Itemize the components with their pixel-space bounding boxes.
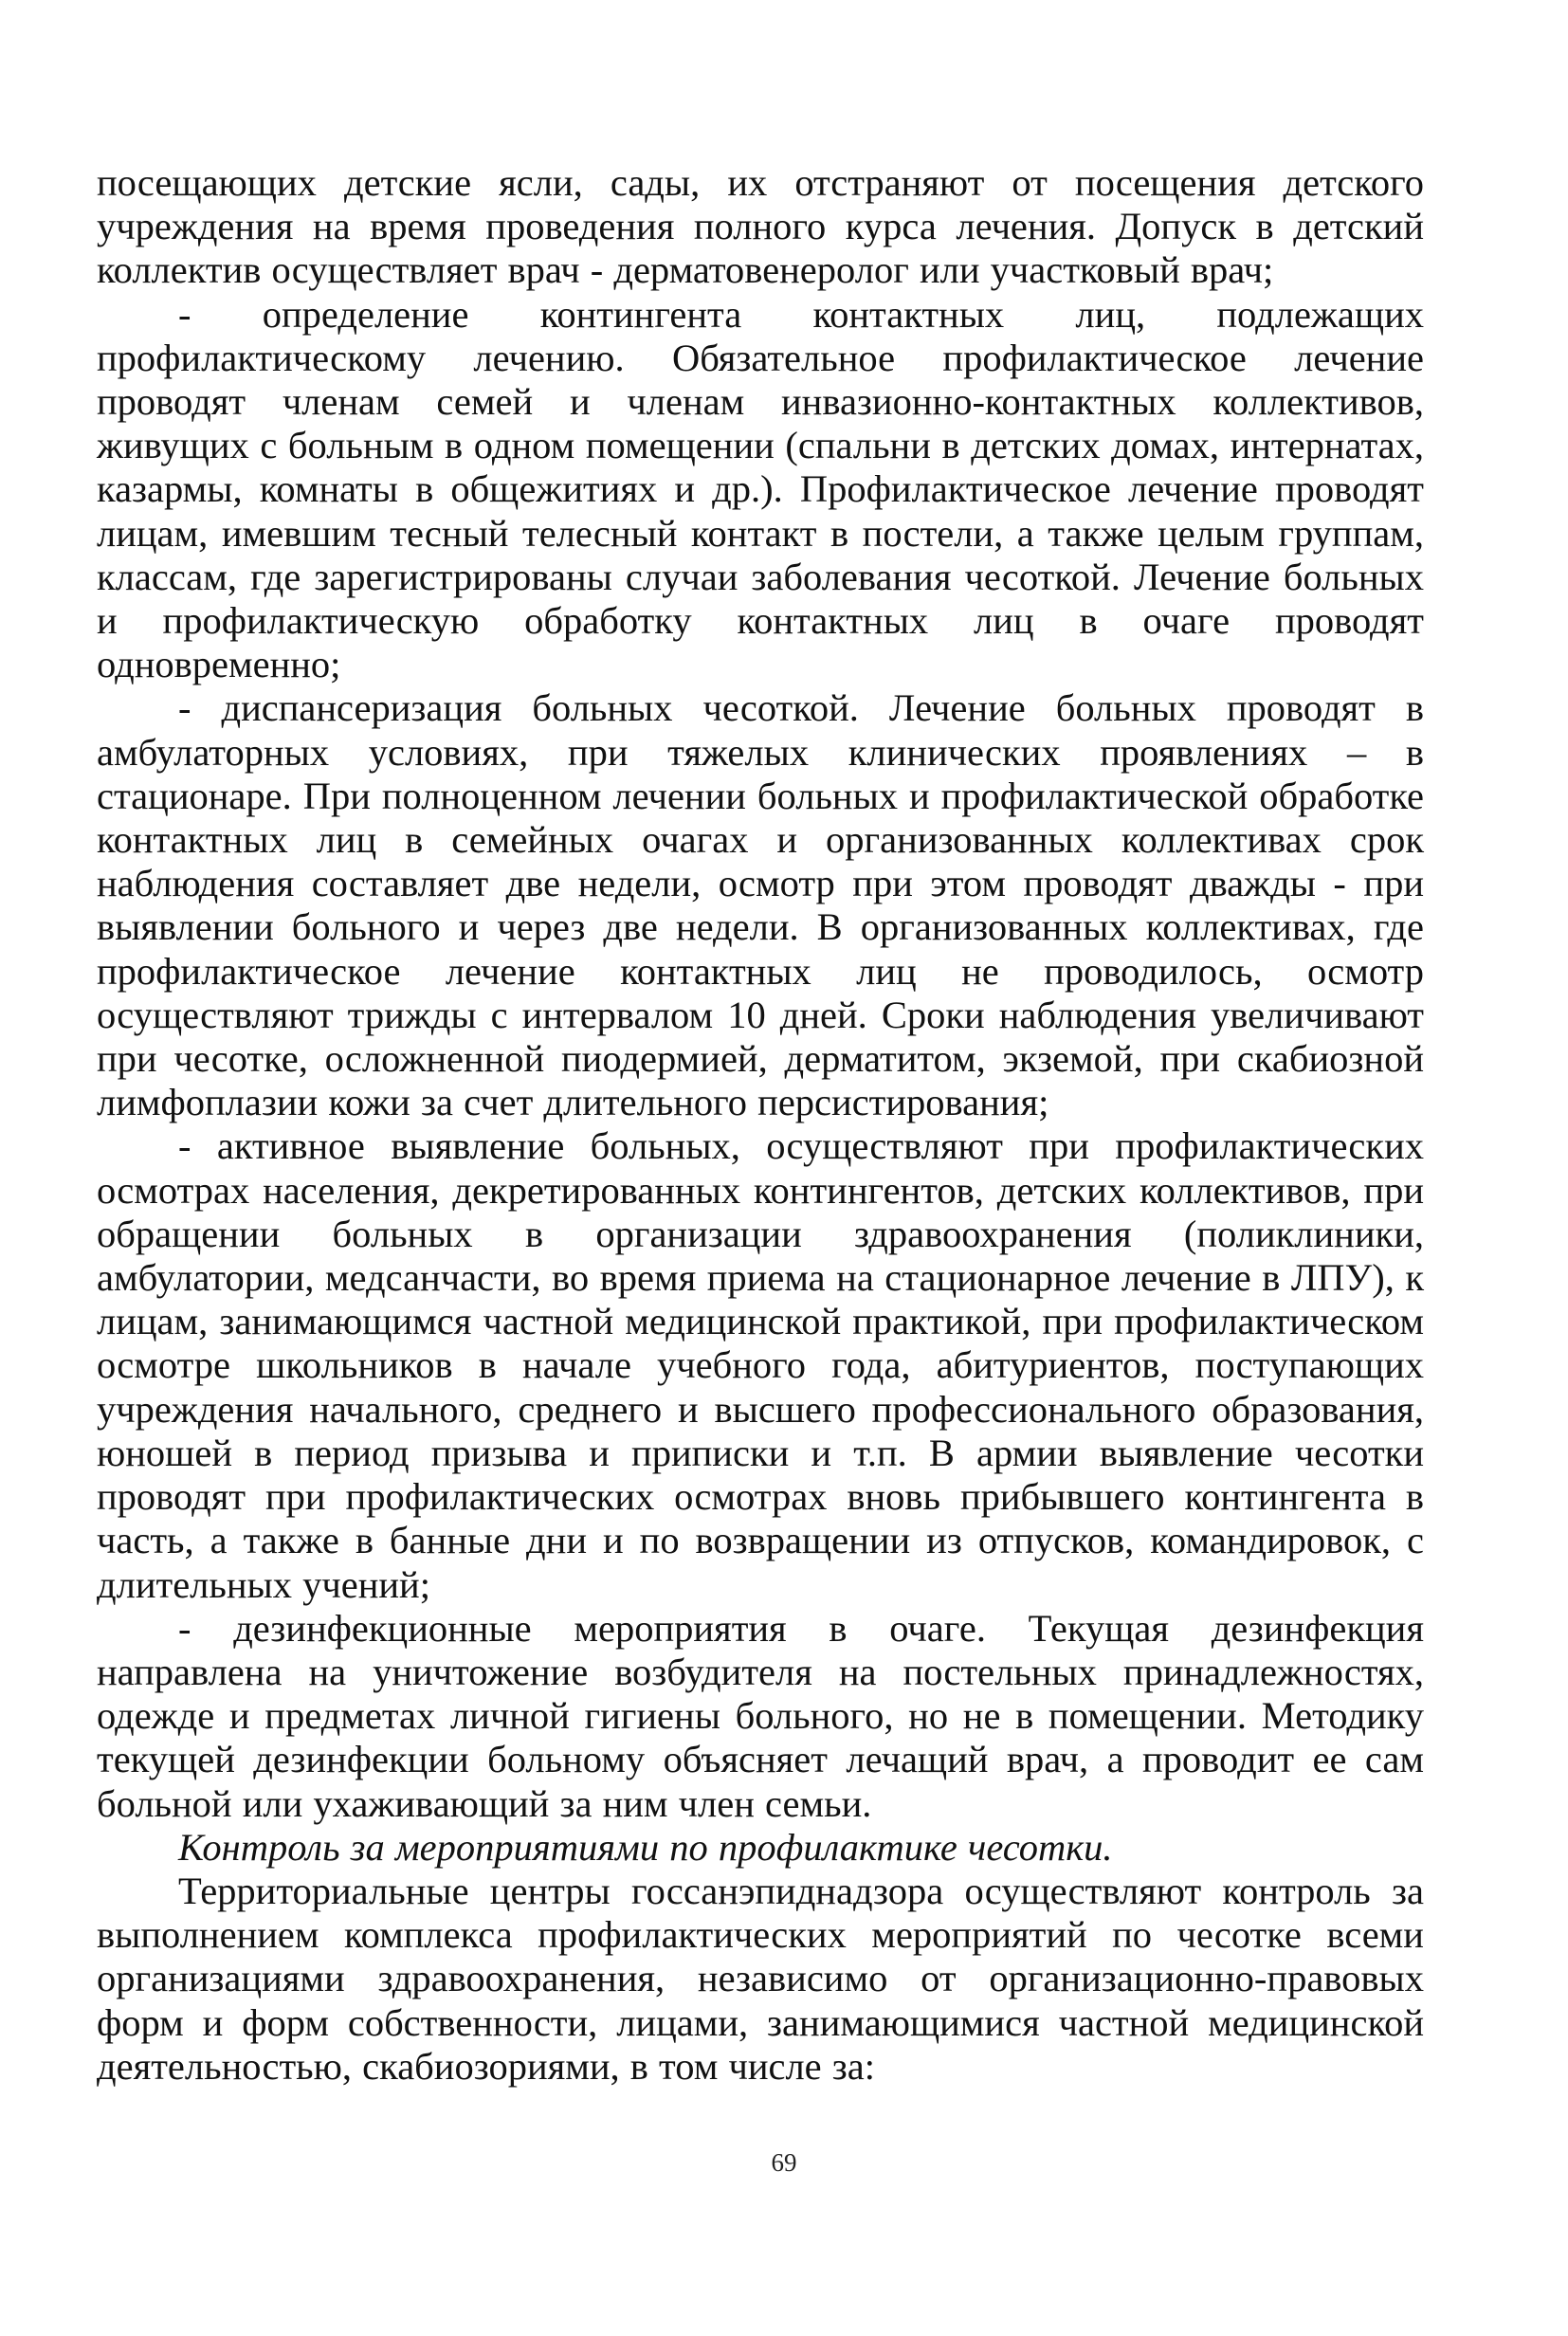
paragraph-dispensary: - диспансеризация больных чесоткой. Лечение больных проводят в амбулаторных условиях, при тяжелых клинических проявлениях – в стационаре. При полноценном лечении больных и профилактической обработке контактных лиц в семейных очагах и организованных коллективах срок наблюдения составляет две недели, осмотр при этом проводят дважды - при выявлении больного и через две недели. В организованных коллективах, где профилактическое лечение контактных лиц не проводилось, осмотр осуществляют трижды с интервалом 10 дней. Сроки наблюдения увеличивают при чесотке, осложненной пиодермией, дерматитом, экземой, при скабиозной лимфоплазии кожи за счет длительного персистирования;: [97, 686, 1424, 1124]
paragraph-active-detection: - активное выявление больных, осуществляют при профилактических осмотрах населения, декретированных контингентов, детских коллективов, при обращении больных в организации здравоохранения (поликлиники, амбулатории, медсанчасти, во время приема на стационарное лечение в ЛПУ), к лицам, занимающимся частной медицинской практикой, при профилактическом осмотре школьников в начале учебного года, абитуриентов, поступающих учреждения начального, среднего и высшего профессионального образования, юношей в период призыва и приписки и т.п. В армии выявление чесотки проводят при профилактических осмотрах вновь прибывшего контингента в часть, а также в банные дни и по возвращении из отпусков, командировок, с длительных учений;: [97, 1124, 1424, 1606]
paragraph-disinfection: - дезинфекционные мероприятия в очаге. Текущая дезинфекция направлена на уничтожение возбудителя на постельных принадлежностях, одежде и предметах личной гигиены больного, но не в помещении. Методику текущей дезинфекции больному объясняет лечащий врач, а проводит ее сам больной или ухаживающий за ним член семьи.: [97, 1606, 1424, 1825]
paragraph-contact-persons: - определение контингента контактных лиц, подлежащих профилактическому лечению. Обязательное профилактическое лечение проводят членам семей и членам инвазионно-контактных коллективов, живущих с больным в одном помещении (спальни в детских домах, интернатах, казармы, комнаты в общежитиях и др.). Профилактическое лечение проводят лицам, имевшим тесный телесный контакт в постели, а также целым группам, классам, где зарегистрированы случаи заболевания чесоткой. Лечение больных и профилактическую обработку контактных лиц в очаге проводят одновременно;: [97, 292, 1424, 686]
page-number: 69: [771, 2148, 797, 2177]
paragraph-control: Территориальные центры госсанэпиднадзора осуществляют контроль за выполнением комплекса профилактических мероприятий по чесотке всеми организациями здравоохранения, независимо от организационно-правовых форм и форм собственности, лицами, занимающимися частной медицинской деятельностью, скабиозориями, в том числе за:: [97, 1869, 1424, 2088]
document-body: [97, 161, 1424, 2089]
section-heading: Контроль за мероприятиями по профилактике чесотки.: [178, 1825, 1113, 1869]
paragraph-continuation: посещающих детские ясли, сады, их отстраняют от посещения детского учреждения на время проведения полного курса лечения. Допуск в детский коллектив осуществляет врач - дерматовенеролог или участковый врач;: [97, 161, 1424, 292]
